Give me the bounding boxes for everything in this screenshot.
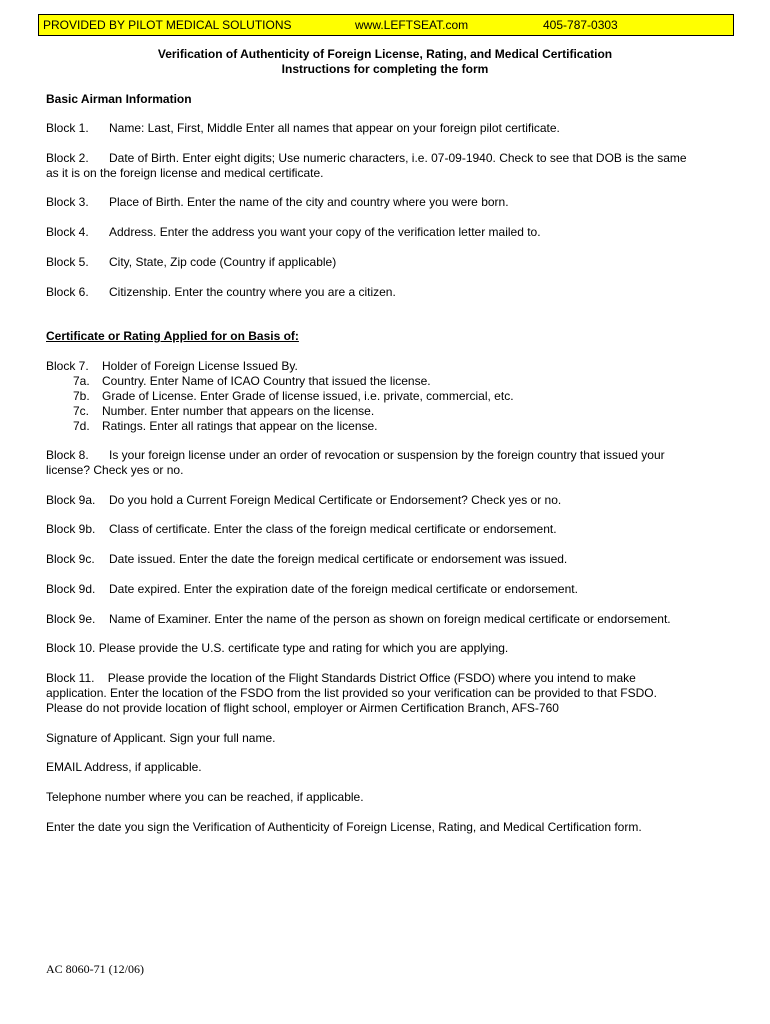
sub-text: Grade of License. Enter Grade of license issued, i.e. private, commercial, etc. xyxy=(102,389,514,403)
block-9e xyxy=(46,612,736,627)
block-9b xyxy=(46,522,736,537)
block-text-continued: license? Check yes or no. xyxy=(46,463,184,477)
block-label: Block 5. xyxy=(46,255,89,269)
sub-label: 7a. xyxy=(73,374,90,388)
block-label: Block 7. xyxy=(46,359,89,373)
block-10: Block 10. Please provide the U.S. certificate type and rating for which you are applying. xyxy=(46,641,509,655)
block-1 xyxy=(46,121,736,136)
block-11-line-3: Please do not provide location of flight school, employer or Airmen Certification Branch, AFS-760 xyxy=(46,701,559,715)
document-title: Verification of Authenticity of Foreign License, Rating, and Medical Certification xyxy=(157,47,613,61)
block-text: Class of certificate. Enter the class of the foreign medical certificate or endorsement. xyxy=(109,522,557,536)
block-text: Date of Birth. Enter eight digits; Use numeric characters, i.e. 07-09-1940. Check to see that DOB is the same xyxy=(109,151,687,165)
block-6 xyxy=(46,285,736,300)
block-label: Block 9a. xyxy=(46,493,96,507)
block-2 xyxy=(46,151,736,181)
block-text: Holder of Foreign License Issued By. xyxy=(102,359,298,373)
block-7d xyxy=(73,419,378,434)
block-text: City, State, Zip code (Country if applicable) xyxy=(109,255,337,269)
block-7 xyxy=(46,359,736,374)
block-7b xyxy=(73,389,514,404)
block-text: Is your foreign license under an order of revocation or suspension by the foreign country that issued your xyxy=(109,448,665,462)
date-instruction: Enter the date you sign the Verification of Authenticity of Foreign License, Rating, and Medical Certification form. xyxy=(46,820,642,834)
block-text: Do you hold a Current Foreign Medical Certificate or Endorsement? Check yes or no. xyxy=(109,493,562,507)
block-label: Block 9b. xyxy=(46,522,96,536)
block-text: Date issued. Enter the date the foreign medical certificate or endorsement was issued. xyxy=(109,552,568,566)
block-label: Block 4. xyxy=(46,225,89,239)
block-7c xyxy=(73,404,374,419)
block-text: Citizenship. Enter the country where you are a citizen. xyxy=(109,285,396,299)
block-11-line-1: Block 11. Please provide the location of the Flight Standards District Office (FSDO) where you intend to make xyxy=(46,671,636,685)
block-9d xyxy=(46,582,736,597)
block-label: Block 8. xyxy=(46,448,89,462)
section-heading-certificate: Certificate or Rating Applied for on Basis of: xyxy=(46,329,299,343)
block-label: Block 1. xyxy=(46,121,89,135)
block-text: Date expired. Enter the expiration date of the foreign medical certificate or endorsement. xyxy=(109,582,578,596)
block-4 xyxy=(46,225,736,240)
block-label: Block 6. xyxy=(46,285,89,299)
block-9c xyxy=(46,552,736,567)
block-text: Address. Enter the address you want your copy of the verification letter mailed to. xyxy=(109,225,541,239)
block-3 xyxy=(46,195,736,210)
signature-instruction: Signature of Applicant. Sign your full name. xyxy=(46,731,276,745)
email-instruction: EMAIL Address, if applicable. xyxy=(46,760,202,774)
block-text-continued: as it is on the foreign license and medical certificate. xyxy=(46,166,324,180)
block-text: Place of Birth. Enter the name of the city and country where you were born. xyxy=(109,195,509,209)
sub-label: 7c. xyxy=(73,404,90,418)
phone-number: 405-787-0303 xyxy=(543,18,618,32)
block-text: Name of Examiner. Enter the name of the person as shown on foreign medical certificate or endorsement. xyxy=(109,612,671,626)
block-label: Block 3. xyxy=(46,195,89,209)
document-subtitle: Instructions for completing the form xyxy=(281,62,489,76)
block-11 xyxy=(46,671,736,716)
block-7a xyxy=(73,374,431,389)
sub-label: 7b. xyxy=(73,389,90,403)
sub-label: 7d. xyxy=(73,419,90,433)
sub-text: Country. Enter Name of ICAO Country that issued the license. xyxy=(102,374,431,388)
block-label: Block 9d. xyxy=(46,582,96,596)
block-label: Block 2. xyxy=(46,151,89,165)
block-8 xyxy=(46,448,736,478)
sub-text: Ratings. Enter all ratings that appear on the license. xyxy=(102,419,378,433)
form-number-footer: AC 8060-71 (12/06) xyxy=(46,962,144,976)
telephone-instruction: Telephone number where you can be reached, if applicable. xyxy=(46,790,364,804)
block-9a xyxy=(46,493,736,508)
sub-text: Number. Enter number that appears on the license. xyxy=(102,404,375,418)
header-banner xyxy=(38,14,734,36)
provider-name: PROVIDED BY PILOT MEDICAL SOLUTIONS xyxy=(43,18,292,32)
section-heading-basic-airman: Basic Airman Information xyxy=(46,92,192,106)
website-link[interactable]: www.LEFTSEAT.com xyxy=(355,18,469,32)
block-11-line-2: application. Enter the location of the FSDO from the list provided so your verification can be provided to that FSDO. xyxy=(46,686,657,700)
block-5 xyxy=(46,255,736,270)
block-label: Block 9e. xyxy=(46,612,96,626)
block-label: Block 9c. xyxy=(46,552,95,566)
block-text: Name: Last, First, Middle Enter all names that appear on your foreign pilot certificate. xyxy=(109,121,560,135)
